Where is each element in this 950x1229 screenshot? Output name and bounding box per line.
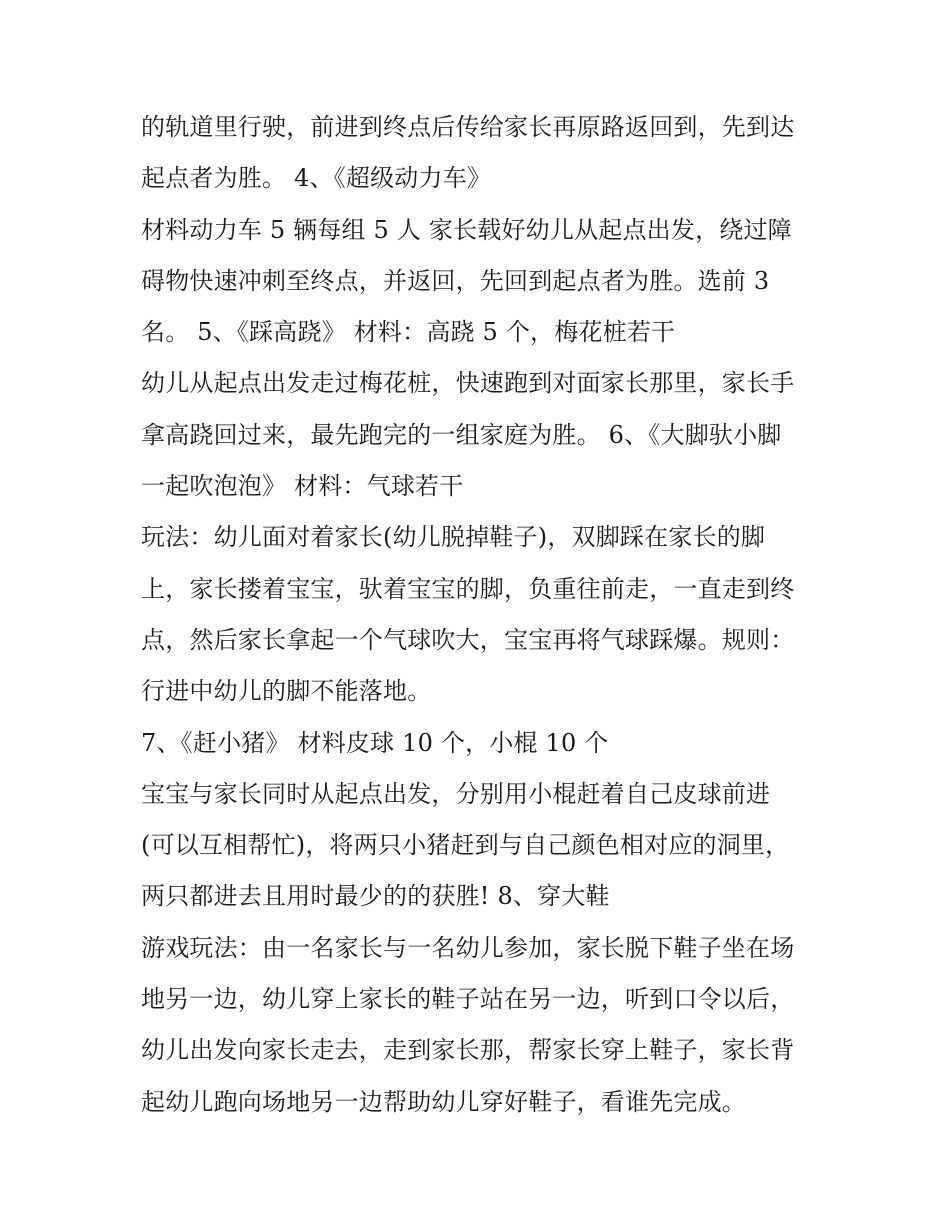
text-line-5: 名。 5、《踩高跷》 材料：高跷 5 个，梅花桩若干 — [141, 318, 676, 347]
text-line-10: 上，家长搂着宝宝，驮着宝宝的脚，负重往前走，一直走到终 — [141, 574, 795, 603]
text-line-6: 幼儿从起点出发走过梅花桩，快速跑到对面家长那里，家长手 — [141, 369, 795, 398]
text-line-4: 碍物快速冲刺至终点，并返回，先回到起点者为胜。选前 3 — [141, 266, 770, 295]
text-line-9: 玩法：幼儿面对着家长(幼儿脱掉鞋子)，双脚踩在家长的脚 — [141, 523, 766, 552]
text-line-2: 起点者为胜。 4、《超级动力车》 — [141, 164, 492, 193]
text-line-16: 两只都进去且用时最少的的获胜! 8、穿大鞋 — [141, 882, 610, 911]
text-line-8: 一起吹泡泡》 材料：气球若干 — [141, 472, 464, 501]
text-line-3: 材料动力车 5 辆每组 5 人 家长载好幼儿从起点出发，绕过障 — [141, 215, 792, 244]
text-line-18: 地另一边，幼儿穿上家长的鞋子站在另一边，听到口令以后， — [141, 985, 795, 1014]
body-text — [141, 102, 831, 1128]
text-line-11: 点，然后家长拿起一个气球吹大，宝宝再将气球踩爆。规则： — [141, 625, 795, 654]
text-line-14: 宝宝与家长同时从起点出发，分别用小棍赶着自己皮球前进 — [141, 779, 771, 808]
text-line-13: 7、《赶小猪》 材料皮球 10 个，小棍 10 个 — [141, 728, 609, 757]
text-line-19: 幼儿出发向家长走去，走到家长那，帮家长穿上鞋子，家长背 — [141, 1036, 795, 1065]
text-line-7: 拿高跷回过来，最先跑完的一组家庭为胜。 6、《大脚驮小脚 — [141, 420, 782, 449]
text-line-20: 起幼儿跑向场地另一边帮助幼儿穿好鞋子，看谁先完成。 — [141, 1087, 746, 1116]
text-line-12: 行进中幼儿的脚不能落地。 — [141, 677, 432, 706]
text-line-1: 的轨道里行驶，前进到终点后传给家长再原路返回到，先到达 — [141, 113, 795, 141]
text-line-17: 游戏玩法：由一名家长与一名幼儿参加，家长脱下鞋子坐在场 — [141, 933, 795, 962]
text-line-15: (可以互相帮忙)，将两只小猪赶到与自己颜色相对应的洞里， — [141, 831, 790, 860]
